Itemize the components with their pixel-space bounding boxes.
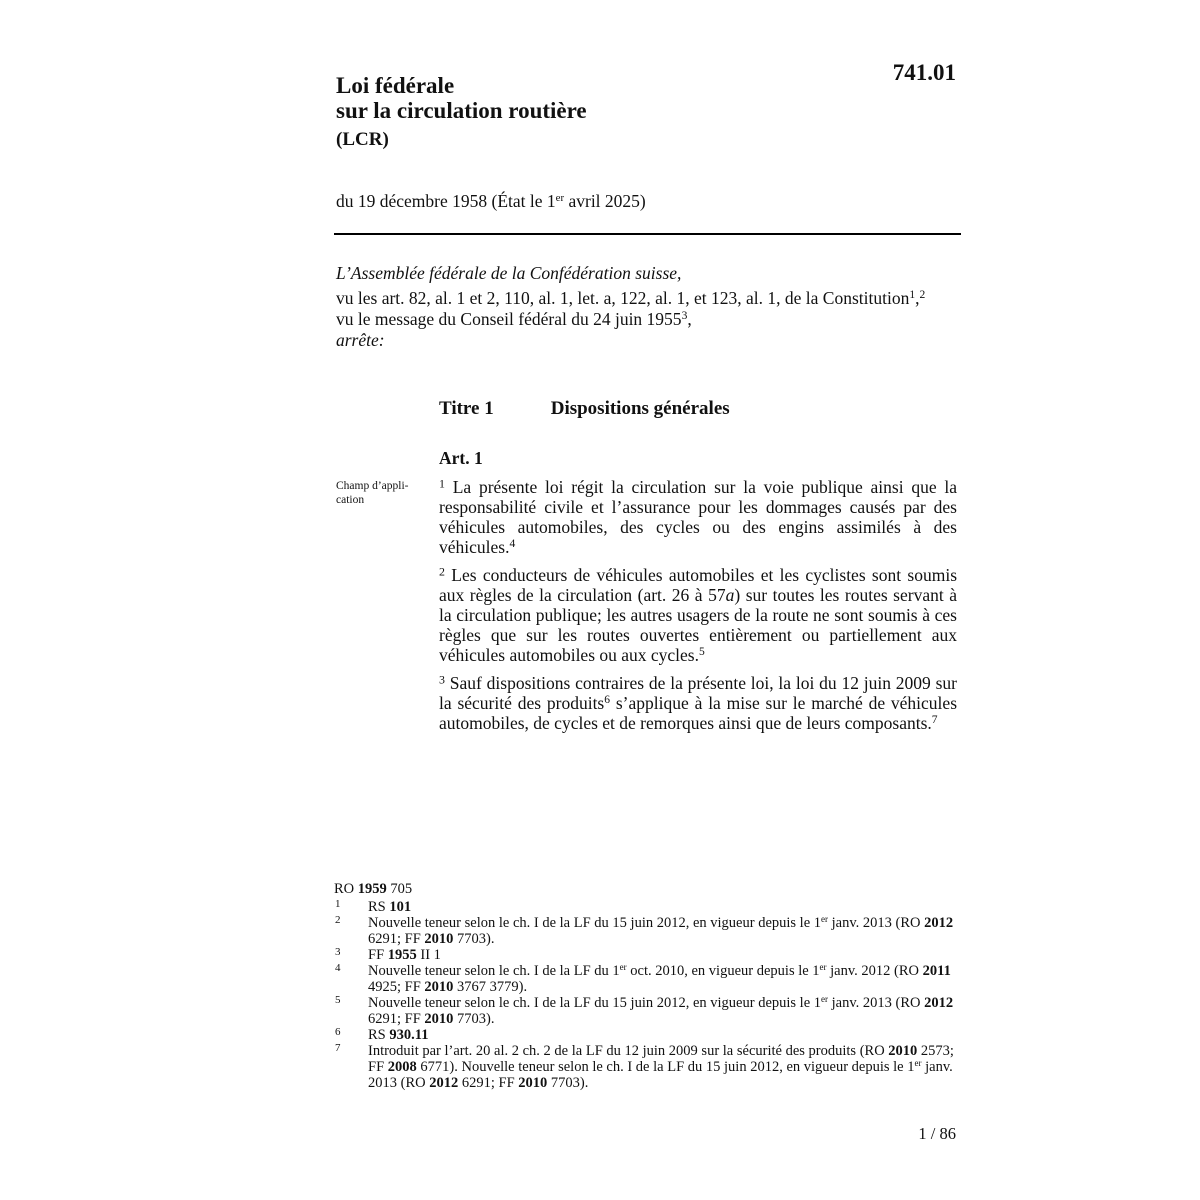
footnote-3 bbox=[334, 947, 958, 963]
footnote-text: RS bbox=[368, 899, 390, 915]
footnote-text: 7703). bbox=[547, 1075, 589, 1091]
margin-note-line-1: Champ d’appli- bbox=[336, 480, 409, 492]
footnote-ref-5[interactable]: 5 bbox=[699, 646, 705, 659]
paragraph-text: s’applique à la mise sur le marché de véhicules automobiles, de cycles et de remorques ainsi que de leurs composants. bbox=[439, 693, 958, 733]
footnote-text-bold: 2012 bbox=[429, 1075, 459, 1091]
footnote-text: Nouvelle teneur selon le ch. I de la LF du 1 bbox=[368, 963, 620, 979]
law-title-line-2: sur la circulation routière bbox=[336, 98, 587, 123]
law-abbreviation: (LCR) bbox=[336, 129, 389, 150]
footnote-text: janv. 2013 (RO bbox=[828, 915, 925, 931]
footnote-superscript: er bbox=[821, 994, 829, 1005]
footnote-text: 7703). bbox=[453, 1011, 495, 1027]
footnote-ref-6[interactable]: 6 bbox=[604, 694, 611, 707]
footnote-text: 6771). Nouvelle teneur selon le ch. I de la LF du 15 juin 2012, en vigueur depuis le 1 bbox=[416, 1059, 915, 1075]
footnote-text: 4925; FF bbox=[368, 979, 425, 995]
footnote-text: Nouvelle teneur selon le ch. I de la LF du 15 juin 2012, en vigueur depuis le 1 bbox=[368, 995, 822, 1011]
footnote-number: 4 bbox=[335, 962, 341, 974]
law-title-line-1: Loi fédérale bbox=[336, 73, 455, 98]
footnotes bbox=[334, 881, 958, 1091]
footnote-number: 6 bbox=[335, 1026, 341, 1038]
preamble-decree: arrête: bbox=[336, 330, 385, 350]
footnote-text-bold: 2010 bbox=[518, 1075, 548, 1091]
footnote-6 bbox=[334, 1027, 958, 1043]
title-name: Dispositions générales bbox=[550, 398, 730, 419]
footnote-1 bbox=[334, 899, 958, 915]
margin-note bbox=[336, 479, 428, 507]
ro-year: 1959 bbox=[357, 881, 387, 897]
preamble-basis-separator: , bbox=[915, 288, 920, 308]
preamble-basis-text: vu les art. 82, al. 1 et 2, 110, al. 1, let. a, 122, al. 1, et 123, al. 1, de la Constitution bbox=[336, 288, 910, 308]
article-body bbox=[439, 477, 957, 741]
footnote-number: 3 bbox=[335, 946, 341, 958]
footnote-text-bold: 2011 bbox=[922, 963, 951, 979]
title-label: Titre 1 bbox=[439, 398, 494, 419]
footnote-text: FF bbox=[368, 947, 388, 963]
sr-number: 741.01 bbox=[892, 60, 956, 85]
margin-note-line-2: cation bbox=[336, 494, 365, 506]
preamble-basis bbox=[336, 288, 976, 309]
paragraph-number: 3 bbox=[439, 672, 445, 687]
paragraph-3 bbox=[439, 673, 957, 733]
footnote-text-bold: 1955 bbox=[387, 947, 417, 963]
ro-reference bbox=[334, 881, 958, 897]
footnote-ref-7[interactable]: 7 bbox=[931, 714, 938, 727]
page-number: 1 / 86 bbox=[918, 1124, 956, 1143]
paragraph-text: La présente loi régit la circulation sur la voie publique ainsi que la responsabilité civile et l’assurance pour les dommages causés par des véhicules automobiles, des cycles ou des engins assimilés à des véhicules. bbox=[439, 477, 957, 557]
title-heading bbox=[439, 398, 730, 420]
footnote-text: 7703). bbox=[453, 931, 495, 947]
date-prefix: du 19 décembre 1958 (État le 1 bbox=[336, 191, 556, 211]
paragraph-1 bbox=[439, 477, 957, 557]
paragraph-2 bbox=[439, 565, 957, 665]
paragraph-text: ) sur toutes les routes servant à la circulation publique; les autres usagers de la route ne sont soumis à ces règles que sur les routes ouvertes entièrement ou partiellement aux véhicules automobiles ou aux cycles. bbox=[439, 585, 957, 665]
paragraph-text: Sauf dispositions contraires de la présente loi, la loi du 12 juin 2009 sur la sécurité des produits bbox=[439, 673, 957, 713]
paragraph-number: 1 bbox=[439, 476, 445, 491]
footnote-superscript: er bbox=[819, 962, 827, 973]
footnote-5 bbox=[334, 995, 958, 1027]
footnote-superscript: er bbox=[914, 1058, 922, 1069]
footnote-number: 7 bbox=[335, 1042, 341, 1054]
footnote-text-bold: 2010 bbox=[888, 1043, 918, 1059]
footnote-text: janv. 2013 (RO bbox=[368, 1059, 953, 1091]
date-superscript: er bbox=[555, 192, 565, 205]
ro-page: 705 bbox=[386, 881, 413, 897]
footnote-ref-1[interactable]: 1 bbox=[909, 289, 916, 302]
footnote-text-bold: 930.11 bbox=[389, 1027, 429, 1043]
footnote-text-bold: 2012 bbox=[924, 995, 954, 1011]
footnote-text: 6291; FF bbox=[368, 1011, 425, 1027]
footnote-number: 2 bbox=[335, 914, 341, 926]
footnote-number: 5 bbox=[335, 994, 341, 1006]
footnote-text: janv. 2013 (RO bbox=[828, 995, 925, 1011]
date-line bbox=[336, 191, 646, 212]
footnote-text: 3767 3779). bbox=[453, 979, 528, 995]
footnote-text: 6291; FF bbox=[368, 931, 425, 947]
law-title bbox=[336, 73, 587, 123]
preamble-message-end: , bbox=[687, 309, 692, 329]
footnote-superscript: er bbox=[821, 914, 829, 925]
footnote-2 bbox=[334, 915, 958, 947]
footnote-text: II 1 bbox=[416, 947, 441, 963]
footnote-7 bbox=[334, 1043, 958, 1091]
footnote-text-bold: 2008 bbox=[387, 1059, 417, 1075]
preamble bbox=[336, 263, 976, 351]
footnote-text: 6291; FF bbox=[458, 1075, 519, 1091]
footnote-ref-2[interactable]: 2 bbox=[919, 289, 926, 302]
footnote-text: 2573; FF bbox=[368, 1043, 954, 1075]
paragraph-number: 2 bbox=[439, 564, 445, 579]
preamble-message-text: vu le message du Conseil fédéral du 24 juin 1955 bbox=[336, 309, 682, 329]
footnote-ref-3[interactable]: 3 bbox=[681, 310, 688, 323]
date-suffix: avril 2025) bbox=[564, 191, 646, 211]
footnote-superscript: er bbox=[619, 962, 627, 973]
footnote-ref-4[interactable]: 4 bbox=[509, 538, 516, 551]
footnote-text-bold: 2010 bbox=[424, 979, 454, 995]
footnote-text-bold: 2012 bbox=[924, 915, 954, 931]
footnote-text-bold: 2010 bbox=[424, 1011, 454, 1027]
footnote-text-bold: 101 bbox=[389, 899, 412, 915]
ro-prefix: RO bbox=[334, 881, 358, 897]
footnote-text: janv. 2012 (RO bbox=[826, 963, 923, 979]
article-heading: Art. 1 bbox=[439, 448, 483, 468]
footnote-text: oct. 2010, en vigueur depuis le 1 bbox=[626, 963, 820, 979]
preamble-message bbox=[336, 309, 976, 330]
preamble-authority: L’Assemblée fédérale de la Confédération suisse, bbox=[336, 263, 682, 283]
footnote-4 bbox=[334, 963, 958, 995]
header-divider bbox=[334, 233, 961, 235]
footnote-text: RS bbox=[368, 1027, 390, 1043]
footnote-text: Introduit par l’art. 20 al. 2 ch. 2 de la LF du 12 juin 2009 sur la sécurité des produits (RO bbox=[368, 1043, 889, 1059]
footnote-number: 1 bbox=[335, 898, 341, 910]
footnote-text: Nouvelle teneur selon le ch. I de la LF du 15 juin 2012, en vigueur depuis le 1 bbox=[368, 915, 822, 931]
paragraph-text: Les conducteurs de véhicules automobiles et les cyclistes sont soumis aux règles de la circulation (art. 26 à 57 bbox=[439, 565, 957, 605]
footnote-text-bold: 2010 bbox=[424, 931, 454, 947]
paragraph-text-italic: a bbox=[725, 585, 735, 605]
